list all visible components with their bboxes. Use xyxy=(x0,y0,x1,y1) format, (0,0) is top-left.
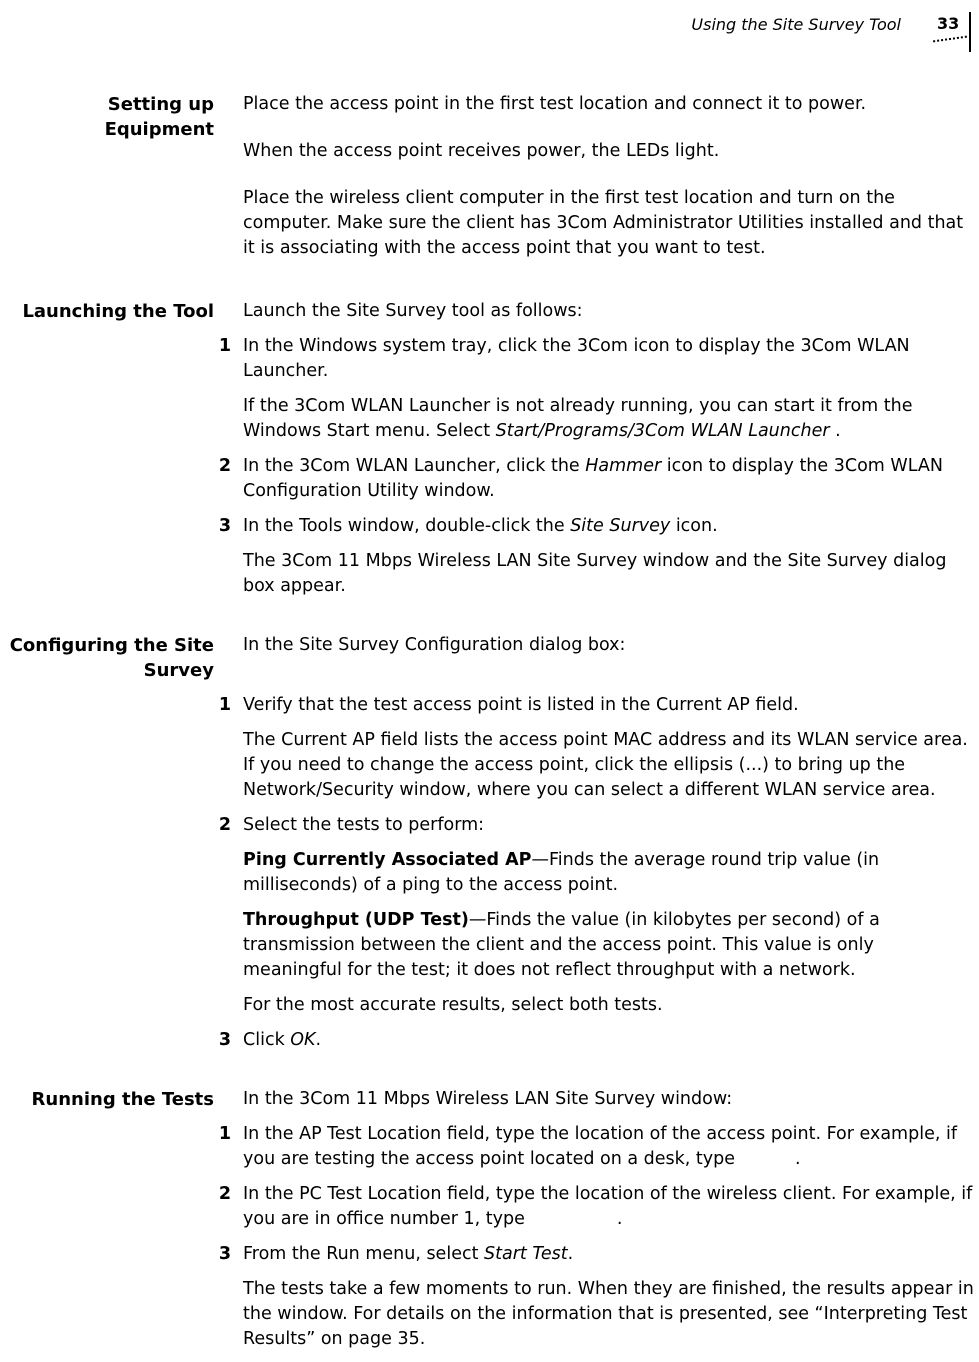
hammer-term: Hammer xyxy=(585,456,662,476)
step-note: For the most accurate results, select both tests. xyxy=(243,995,663,1015)
step-number: 1 xyxy=(218,1124,231,1144)
step-number: 1 xyxy=(218,336,231,356)
section-running-the-tests xyxy=(0,1087,975,1352)
step-2: 2 In the 3Com WLAN Launcher, click the Hammer icon to display the 3Com WLAN Configuration Utility window. xyxy=(243,454,975,504)
test-option-ping: Ping Currently Associated AP—Finds the average round trip value (in milliseconds) of a ping to the access point. xyxy=(243,850,880,895)
menu-path: Start/Programs/3Com WLAN Launcher xyxy=(495,421,830,441)
ok-term: OK xyxy=(290,1030,316,1050)
section-setting-up-equipment xyxy=(0,92,975,261)
paragraph: In the Site Survey Configuration dialog box: xyxy=(243,635,626,655)
step-1: 1 In the AP Test Location field, type the location of the access point. For example, if you are testing the access point located on a desk, type . xyxy=(243,1122,975,1172)
site-survey-term: Site Survey xyxy=(570,516,671,536)
start-test-term: Start Test xyxy=(484,1244,568,1264)
step-3: 3 Click OK. xyxy=(243,1028,975,1053)
step-text: Verify that the test access point is listed in the Current AP field. xyxy=(243,695,799,715)
paragraph: Place the wireless client computer in the first test location and turn on the computer. Make sure the client has 3Com Administrator Utilities installed and that it is associating with the access point that you want to test. xyxy=(243,188,964,258)
step-number: 3 xyxy=(218,516,231,536)
step-note: The Current AP field lists the access point MAC address and its WLAN service area. If you need to change the access point, click the ellipsis (...) to bring up the Network/Security window, where you can select a different WLAN service area. xyxy=(243,730,968,800)
page-content xyxy=(0,92,975,1362)
step-number: 2 xyxy=(218,456,231,476)
test-option-throughput: Throughput (UDP Test)—Finds the value (in kilobytes per second) of a transmission between the client and the access point. This value is only meaningful for the test; it does not reflect throughput with a network. xyxy=(243,910,880,980)
step-3: 3 From the Run menu, select Start Test. xyxy=(243,1242,975,1267)
paragraph: Launch the Site Survey tool as follows: xyxy=(243,301,583,321)
section-heading: Launching the Tool xyxy=(22,301,214,322)
step-note: The 3Com 11 Mbps Wireless LAN Site Survey window and the Site Survey dialog box appear. xyxy=(243,551,947,596)
step-1 xyxy=(218,693,975,718)
step-note: If the 3Com WLAN Launcher is not already running, you can start it from the Windows Start menu. Select Start/Programs/3Com WLAN Launcher . xyxy=(243,396,913,441)
page-number: 33 xyxy=(937,14,960,33)
step-number: 3 xyxy=(218,1244,231,1264)
step-number: 2 xyxy=(218,1184,231,1204)
section-configuring-site-survey xyxy=(0,633,975,1053)
step-number: 1 xyxy=(218,695,231,715)
paragraph: Place the access point in the first test location and connect it to power. xyxy=(243,94,867,114)
section-heading: Configuring the Site Survey xyxy=(9,635,214,681)
section-heading: Setting up Equipment xyxy=(104,94,214,140)
page-number-box xyxy=(929,12,971,52)
step-1 xyxy=(218,334,975,384)
step-text: In the Windows system tray, click the 3Com icon to display the 3Com WLAN Launcher. xyxy=(243,336,910,381)
step-number: 3 xyxy=(218,1030,231,1050)
paragraph: In the 3Com 11 Mbps Wireless LAN Site Survey window: xyxy=(243,1089,733,1109)
dotted-rule xyxy=(933,36,967,43)
section-launching-the-tool xyxy=(0,299,975,599)
section-heading: Running the Tests xyxy=(31,1089,214,1110)
step-text: Select the tests to perform: xyxy=(243,815,485,835)
step-3: 3 In the Tools window, double-click the Site Survey icon. xyxy=(243,514,975,539)
step-2 xyxy=(218,813,975,838)
page-header xyxy=(691,12,971,52)
running-title: Using the Site Survey Tool xyxy=(691,15,901,34)
step-note: The tests take a few moments to run. When they are finished, the results appear in the window. For details on the information that is presented, see “Interpreting Test Results” on page 35. xyxy=(243,1279,974,1349)
step-2: 2 In the PC Test Location field, type the location of the wireless client. For example, if you are in office number 1, type . xyxy=(243,1182,975,1232)
step-number: 2 xyxy=(218,815,231,835)
paragraph: When the access point receives power, the LEDs light. xyxy=(243,141,720,161)
